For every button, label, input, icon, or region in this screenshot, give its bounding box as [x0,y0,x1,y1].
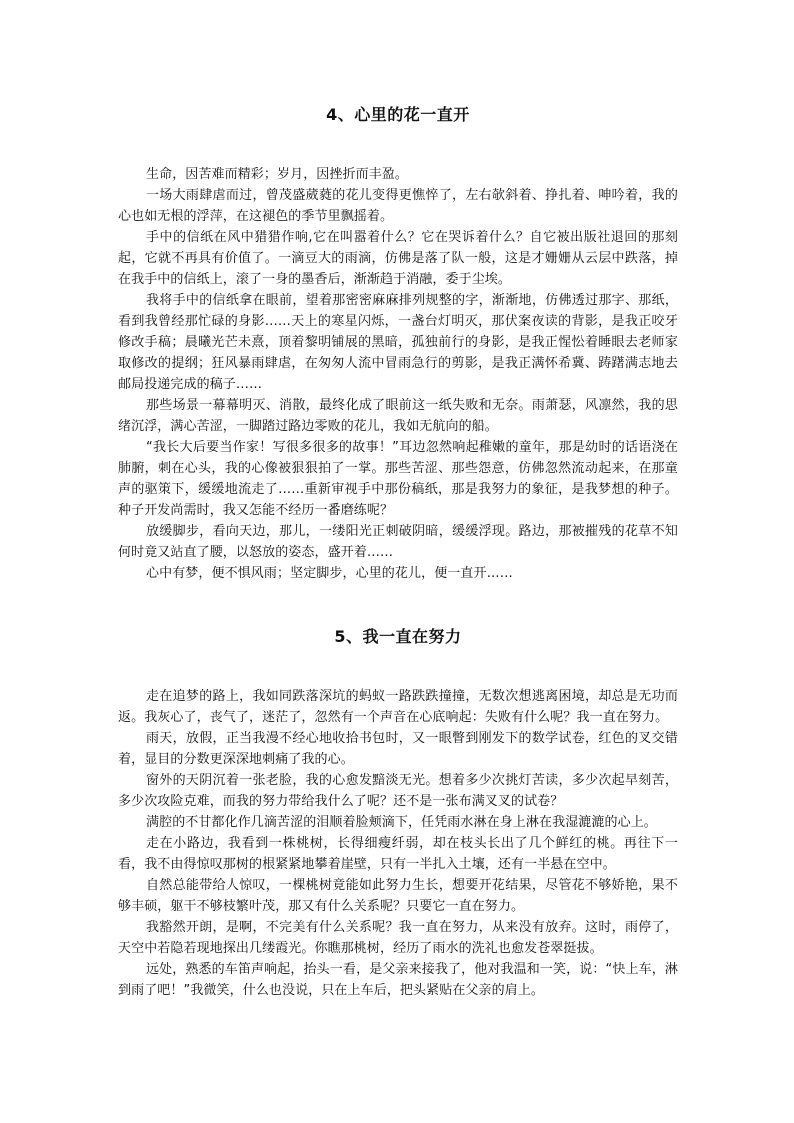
article-title: 5、我一直在努力 [334,627,462,646]
paragraph: 走在追梦的路上，我如同跌落深坑的蚂蚁一路跌跌撞撞，无数次想逃离困境，却总是无功而返。我灰心了，丧气了，迷茫了，忽然有一个声音在心底响起：失败有什么呢？我一直在努力。 [118,689,678,725]
paragraph: 窗外的天阴沉着一张老脸，我的心愈发黯淡无光。想着多少次挑灯苦读，多少次起早刻苦，多少次攻险克难，而我的努力带给我什么了呢？还不是一张布满叉叉的试卷？ [118,773,678,809]
paragraph: 自然总能带给人惊叹，一棵桃树竟能如此努力生长，想要开花结果，尽管花不够娇艳，果不够丰硕，躯干不够枝繁叶茂，那又有什么关系呢？只要它一直在努力。 [118,878,678,914]
paragraph: 生命，因苦难而精彩；岁月，因挫折而丰盈。 [146,167,409,182]
paragraph: 一场大雨肆虐而过，曾茂盛葳蕤的花儿变得更憔悴了，左右欹斜着、挣扎着、呻吟着，我的心也如无根的浮萍，在这褪色的季节里飘摇着。 [118,188,678,224]
article-5 [118,624,678,1001]
paragraph: 满腔的不甘都化作几滴苦涩的泪顺着脸颊滴下，任凭雨水淋在身上淋在我湿漉漉的心上。 [146,815,657,830]
paragraph: 走在小路边，我看到一株桃树，长得细瘦纤弱，却在枝头长出了几个鲜红的桃。再往下一看，我不由得惊叹那树的根紧紧地攀着崖壁，只有一半扎入土壤，还有一半悬在空中。 [118,836,678,872]
paragraph: 我将手中的信纸拿在眼前，望着那密密麻麻排列规整的字，渐渐地，仿佛透过那字、那纸，看到我曾经那忙碌的身影……天上的寒星闪烁，一盏台灯明灭，那伏案夜读的背影，是我正咬牙修改手稿；晨曦光芒未熹，顶着黎明铺展的黑暗，孤独前行的身影，是我正惺忪着睡眼去老师家取修改的提纲；狂风暴雨肆虐，在匆匆人流中冒雨急行的剪影，是我正满怀希冀、踌躇满志地去邮局投递完成的稿子…… [118,293,678,392]
paragraph: 心中有梦，便不惧风雨；坚定脚步，心里的花儿，便一直开…… [146,566,513,581]
paragraph: 雨天，放假，正当我漫不经心地收拾书包时，又一眼瞥到刚发下的数学试卷，红色的叉交错着，显目的分数更深深地刺痛了我的心。 [118,731,678,767]
paragraph: 手中的信纸在风中猎猎作响,它在叫嚣着什么？它在哭诉着什么？自它被出版社退回的那刻起，它就不再具有价值了。一滴豆大的雨滴，仿佛是落了队一般，这是才姗姗从云层中跌落，掉在我手中的信纸上，滚了一身的墨香后，渐渐趋于消融，委于尘埃。 [118,230,678,287]
article-4 [118,102,678,584]
paragraph: 放缓脚步，看向天边，那儿，一缕阳光正刺破阴暗，缓缓浮现。路边，那被摧残的花草不知何时竟又站直了腰，以怒放的姿态，盛开着…… [118,524,678,560]
paragraph: 我豁然开朗，是啊，不完美有什么关系呢？我一直在努力，从来没有放弃。这时，雨停了，天空中若隐若现地探出几缕霞光。你瞧那桃树，经历了雨水的洗礼也愈发苍翠挺拔。 [118,920,678,956]
paragraph: “我长大后要当作家！写很多很多的故事！”耳边忽然响起稚嫩的童年，那是幼时的话语浇在肺腑，刺在心头，我的心像被狠狠拍了一掌。那些苦涩、那些怨意，仿佛忽然流动起来，在那童声的驱策下，缓缓地流走了……重新审视手中那份稿纸，那是我努力的象征，是我梦想的种子。种子开发尚需时，我又怎能不经历一番磨练呢？ [118,440,678,518]
paragraph: 远处，熟悉的车笛声响起，抬头一看，是父亲来接我了，他对我温和一笑，说：“快上车，淋到雨了吧！”我微笑，什么也没说，只在上车后，把头紧贴在父亲的肩上。 [118,962,678,998]
article-title: 4、心里的花一直开 [326,105,470,124]
paragraph: 那些场景一幕幕明灭、消散，最终化成了眼前这一纸失败和无奈。雨萧瑟，风凛然，我的思绪沉浮，满心苦涩，一脚踏过路边零败的花儿，我如无航向的船。 [118,398,678,434]
